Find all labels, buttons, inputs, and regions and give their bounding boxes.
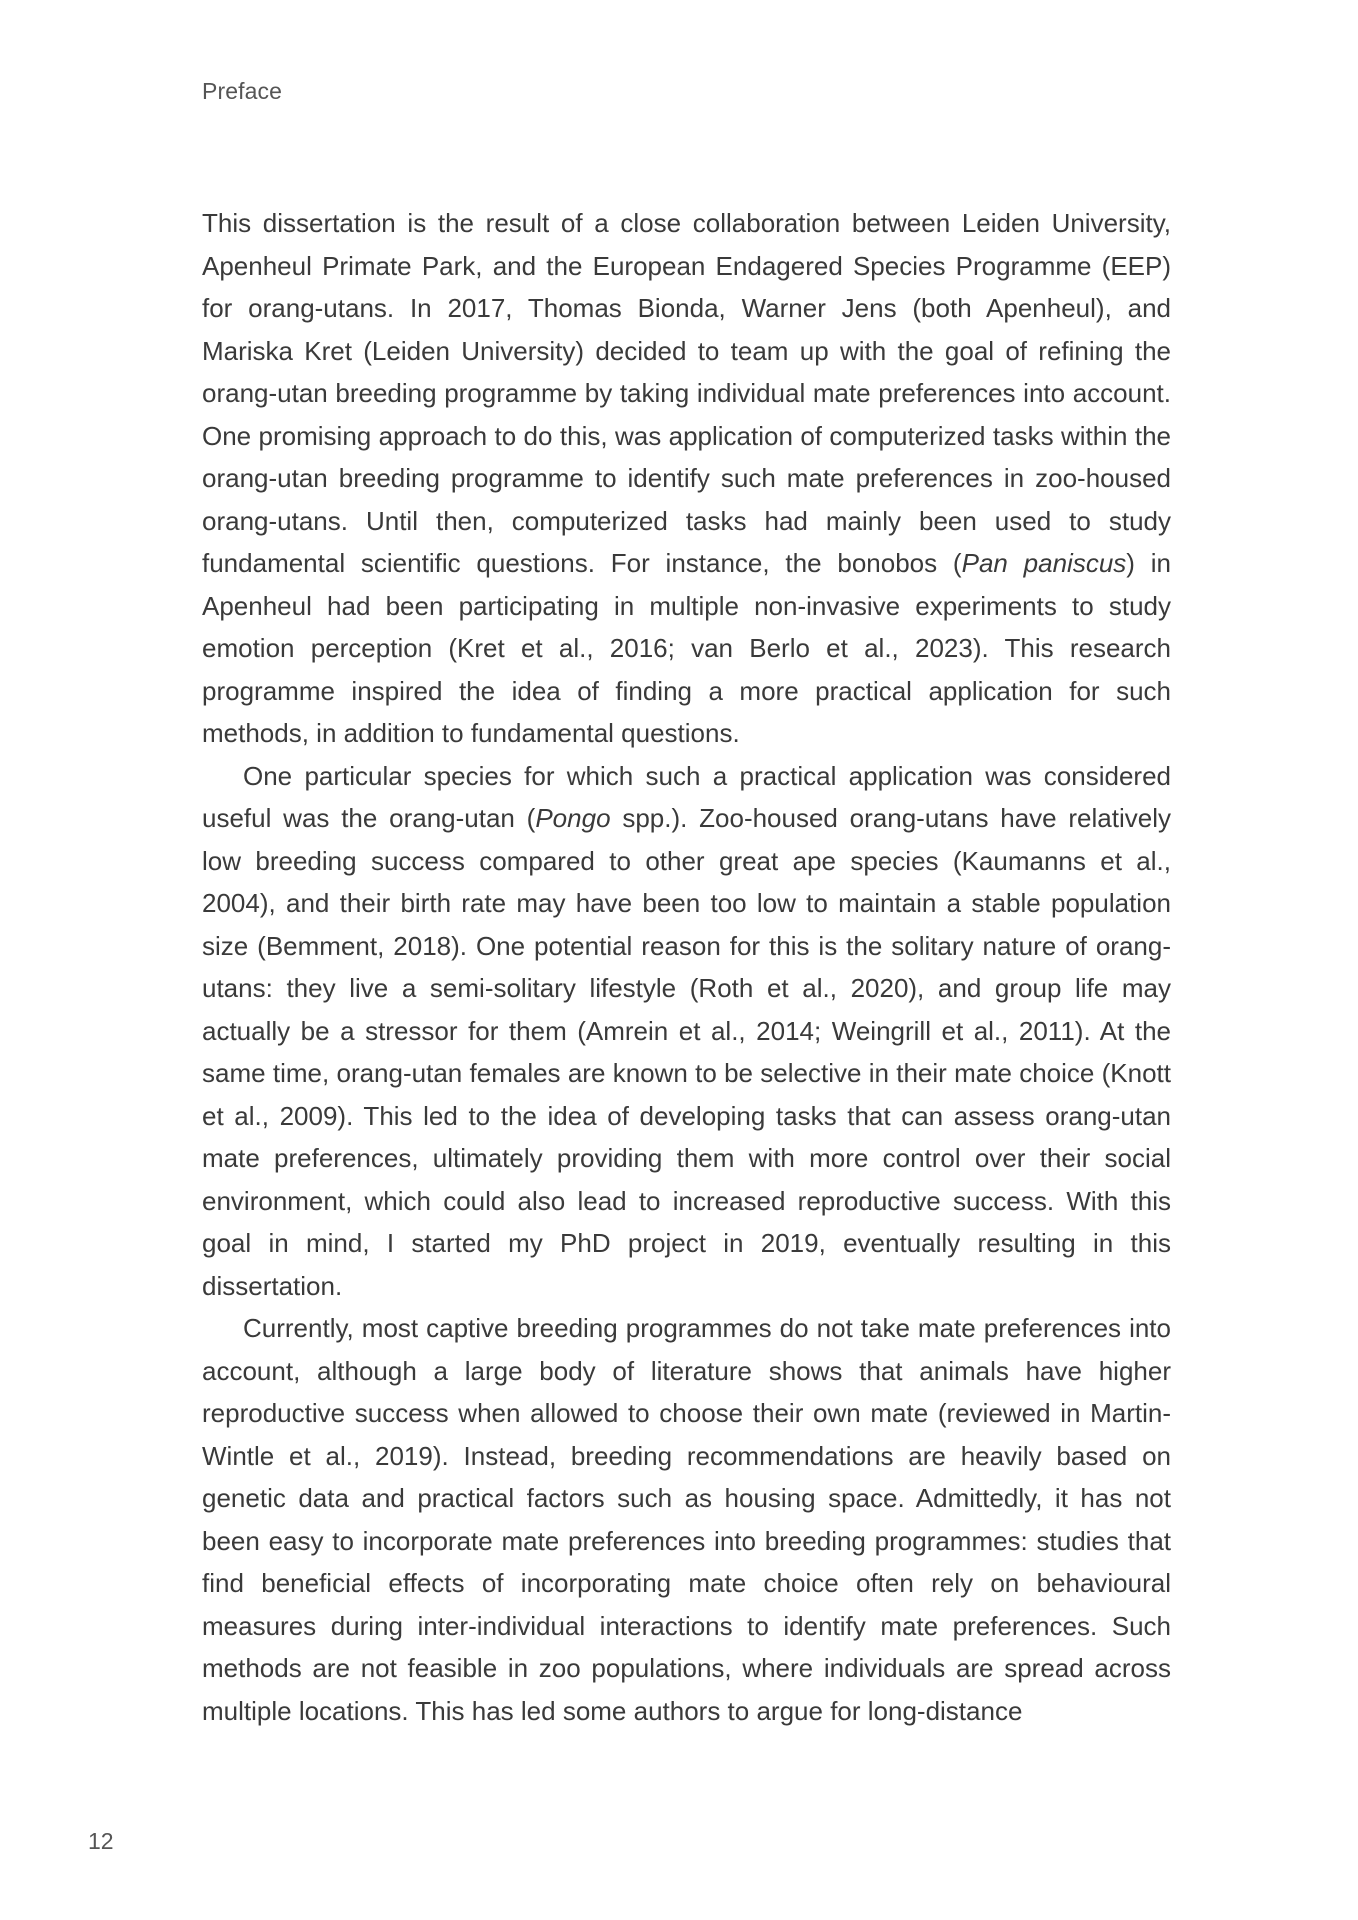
- paragraph-2-text-1: One particular species for which such a practical application was considered useful was the orang-utan (: [202, 760, 1171, 833]
- paragraph-1-text-1: This dissertation is the result of a close collaboration between Leiden University, Apenheul Primate Park, and the European Endagered Species Programme (EEP) for orang-utans. In 2017, Thomas Bionda, Warner Jens (both Apenheul), and Mariska Kret (Leiden University) decided to team up with the goal of refining the orang-utan breeding programme by taking individual mate preferences into account. One promising approach to do this, was application of computerized tasks within the orang-utan breeding programme to identify such mate preferences in zoo-housed orang-utans. Until then, computerized tasks had mainly been used to study fundamental scientific questions. For instance, the bonobos (: [202, 208, 1171, 578]
- paragraph-1: [202, 202, 1171, 755]
- paragraph-2-genus-name: Pongo: [535, 803, 611, 833]
- paragraph-2: [202, 755, 1171, 1308]
- page-number: 12: [88, 1828, 114, 1854]
- paragraph-1-species-name: Pan paniscus: [961, 548, 1127, 578]
- running-header: Preface: [202, 78, 282, 104]
- paragraph-1-text-2: ) in Apenheul had been participating in multiple non-invasive experiments to study emotion perception (Kret et al., 2016; van Berlo et al., 2023). This research programme inspired the idea of finding a more practical application for such methods, in addition to fundamental questions.: [202, 548, 1171, 748]
- paragraph-3-text-1: Currently, most captive breeding programmes do not take mate preferences into account, although a large body of literature shows that animals have higher reproductive success when allowed to choose their own mate (reviewed in Martin-Wintle et al., 2019). Instead, breeding recommendations are heavily based on genetic data and practical factors such as housing space. Admittedly, it has not been easy to incorporate mate preferences into breeding programmes: studies that find beneficial effects of incorporating mate choice often rely on behavioural measures during inter-individual interactions to identify mate preferences. Such methods are not feasible in zoo populations, where individuals are spread across multiple locations. This has led some authors to argue for long-distance: [202, 1313, 1171, 1726]
- paragraph-3: [202, 1307, 1171, 1732]
- paragraph-2-text-2: spp.). Zoo-housed orang-utans have relatively low breeding success compared to other great ape species (Kaumanns et al., 2004), and their birth rate may have been too low to maintain a stable population size (Bemment, 2018). One potential reason for this is the solitary nature of orang-utans: they live a semi-solitary lifestyle (Roth et al., 2020), and group life may actually be a stressor for them (Amrein et al., 2014; Weingrill et al., 2011). At the same time, orang-utan females are known to be selective in their mate choice (Knott et al., 2009). This led to the idea of developing tasks that can assess orang-utan mate preferences, ultimately providing them with more control over their social environment, which could also lead to increased reproductive success. With this goal in mind, I started my PhD project in 2019, eventually resulting in this dissertation.: [202, 803, 1171, 1301]
- body-text: [202, 202, 1171, 1732]
